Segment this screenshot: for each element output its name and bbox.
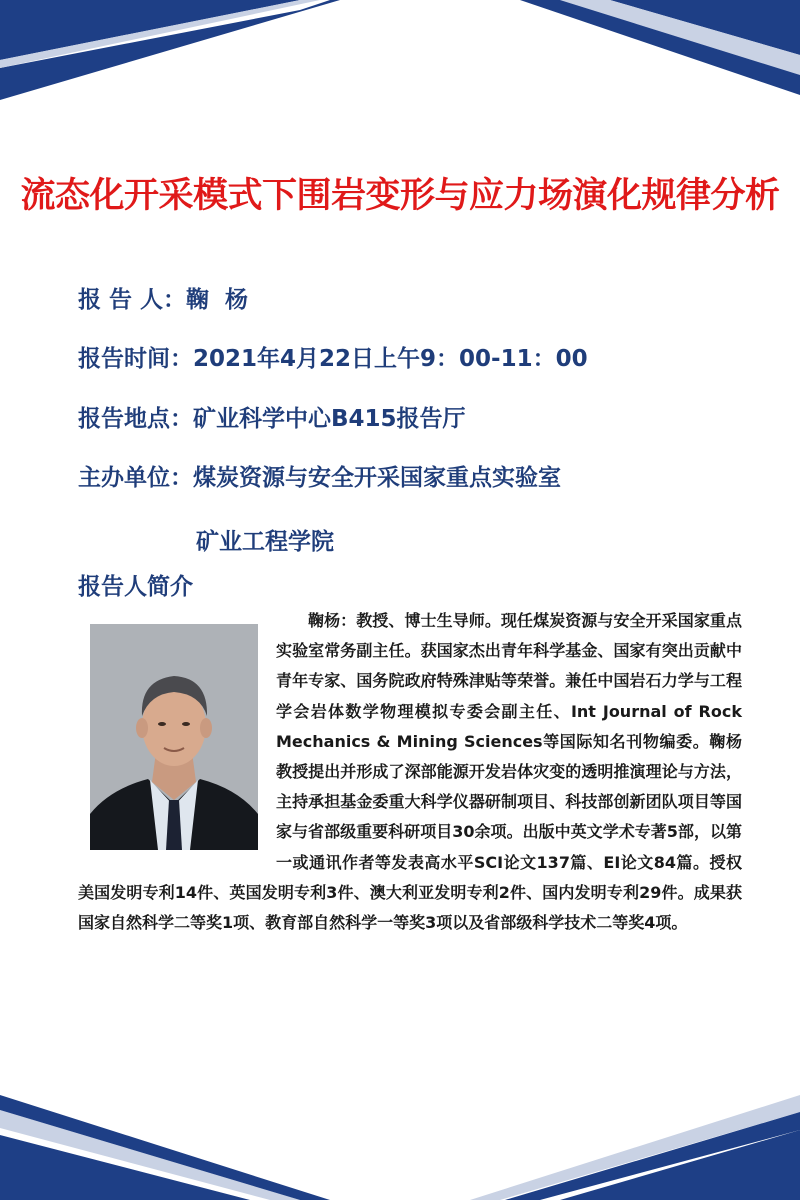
time-label: 报告时间： [78,346,193,372]
speaker-photo [90,624,258,850]
place-value: 矿业科学中心B415报告厅 [193,406,466,432]
bottom-left-band [0,1095,330,1200]
place-row [78,400,466,433]
host-row [78,459,561,492]
bottom-right-band [470,1095,800,1200]
reporter-label: 报 告 人： [78,287,187,313]
host-row-2 [196,523,334,556]
host-value-2: 矿业工程学院 [196,529,334,555]
host-value: 煤炭资源与安全开采国家重点实验室 [193,465,561,491]
portrait-image [90,624,258,850]
reporter-value: 鞠 杨 [186,287,249,313]
bio-paragraph: 鞠杨：教授、博士生导师。现任煤炭资源与安全开采国家重点实验室常务副主任。获国家杰出青年科学基金、国家有突出贡献中青年专家、国务院政府特殊津贴等荣誉。兼任中国岩石力学与工程学会岩体数学物理模拟专委会副主任、Int Journal of Rock Mechanics & Mining Sciences等国际知名刊物编委。鞠杨教授提出并形成了深部能源开发岩体灾变的透明推演理论与方法，主持承担基金委重大科学仪器研制项目、科技部创新团队项目等国家与省部级重要科研项目30余项。出版中英文学术专著5部，以第一或通讯作者等发表高水平SCI论文137篇、EI论文84篇。授权美国发明专利14件、英国发明专利3件、澳大利亚发明专利2件、国内发明专利29件。成果获国家自然科学二等奖1项、教育部自然科学一等奖3项以及省部级科学技术二等奖4项。 [78,611,742,933]
reporter-row [78,281,248,314]
place-label: 报告地点： [78,406,193,432]
top-right-band [470,0,800,95]
host-label: 主办单位： [78,465,193,491]
time-row [78,340,588,373]
time-value: 2021年4月22日上午9：00-11：00 [193,346,588,372]
bio-heading: 报告人简介 [78,574,193,600]
page-title: 流态化开采模式下围岩变形与应力场演化规律分析 [20,176,780,216]
top-left-band [0,0,340,100]
